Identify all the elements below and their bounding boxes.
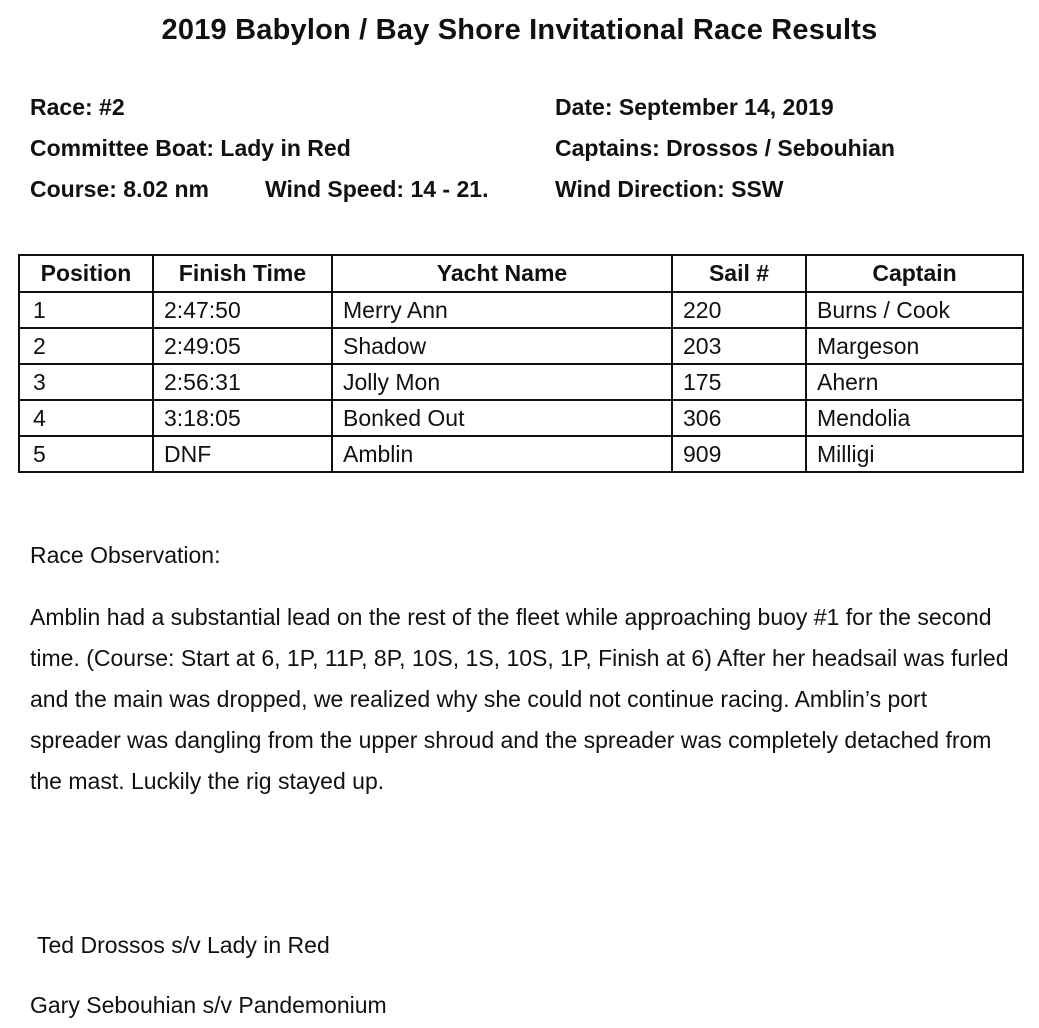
cell-position: 4 <box>19 400 153 436</box>
cell-sail-number: 909 <box>672 436 806 472</box>
cell-captain: Ahern <box>806 364 1023 400</box>
document-title: 2019 Babylon / Bay Shore Invitational Race Results <box>161 14 878 46</box>
cell-yacht-name: Merry Ann <box>332 292 672 328</box>
cell-position: 5 <box>19 436 153 472</box>
table-header-row <box>19 255 1023 292</box>
race-date: Date: September 14, 2019 <box>555 94 834 120</box>
cell-sail-number: 220 <box>672 292 806 328</box>
observation-text: Amblin had a substantial lead on the rest of the fleet while approaching buoy #1 for the second time. (Course: Start at 6, 1P, 11P, 8P, 10S, 1S, 10S, 1P, Finish at 6) After her headsail was furled and the main was dropped, we realized why she could not continue racing. Amblin’s port spreader was dangling from the upper shroud and the spreader was completely detached from the mast. Luckily the rig stayed up. <box>30 604 1009 794</box>
cell-captain: Mendolia <box>806 400 1023 436</box>
header-finish-time: Finish Time <box>153 255 332 292</box>
cell-captain: Burns / Cook <box>806 292 1023 328</box>
table-row <box>19 328 1023 364</box>
header-position: Position <box>19 255 153 292</box>
wind-direction: Wind Direction: SSW <box>555 176 784 202</box>
cell-captain: Margeson <box>806 328 1023 364</box>
cell-yacht-name: Bonked Out <box>332 400 672 436</box>
cell-captain: Milligi <box>806 436 1023 472</box>
cell-sail-number: 203 <box>672 328 806 364</box>
cell-yacht-name: Shadow <box>332 328 672 364</box>
race-number: Race: #2 <box>30 94 125 120</box>
observation-heading: Race Observation: <box>30 542 221 568</box>
table-row <box>19 292 1023 328</box>
header-yacht-name: Yacht Name <box>332 255 672 292</box>
cell-position: 1 <box>19 292 153 328</box>
header-captain: Captain <box>806 255 1023 292</box>
wind-speed: Wind Speed: 14 - 21. <box>265 176 489 202</box>
race-captains: Captains: Drossos / Sebouhian <box>555 135 895 161</box>
committee-boat: Committee Boat: Lady in Red <box>30 135 351 161</box>
cell-finish-time: 2:56:31 <box>153 364 332 400</box>
cell-position: 3 <box>19 364 153 400</box>
cell-yacht-name: Amblin <box>332 436 672 472</box>
signature-ted-drossos: Ted Drossos s/v Lady in Red <box>37 932 330 958</box>
table-row <box>19 364 1023 400</box>
course-distance: Course: 8.02 nm <box>30 176 209 202</box>
cell-sail-number: 175 <box>672 364 806 400</box>
cell-finish-time: 3:18:05 <box>153 400 332 436</box>
header-sail-number: Sail # <box>672 255 806 292</box>
cell-finish-time: DNF <box>153 436 332 472</box>
cell-finish-time: 2:49:05 <box>153 328 332 364</box>
cell-finish-time: 2:47:50 <box>153 292 332 328</box>
cell-position: 2 <box>19 328 153 364</box>
results-table <box>18 254 1024 473</box>
table-row <box>19 400 1023 436</box>
cell-sail-number: 306 <box>672 400 806 436</box>
cell-yacht-name: Jolly Mon <box>332 364 672 400</box>
table-row <box>19 436 1023 472</box>
signature-gary-sebouhian: Gary Sebouhian s/v Pandemonium <box>30 992 387 1018</box>
